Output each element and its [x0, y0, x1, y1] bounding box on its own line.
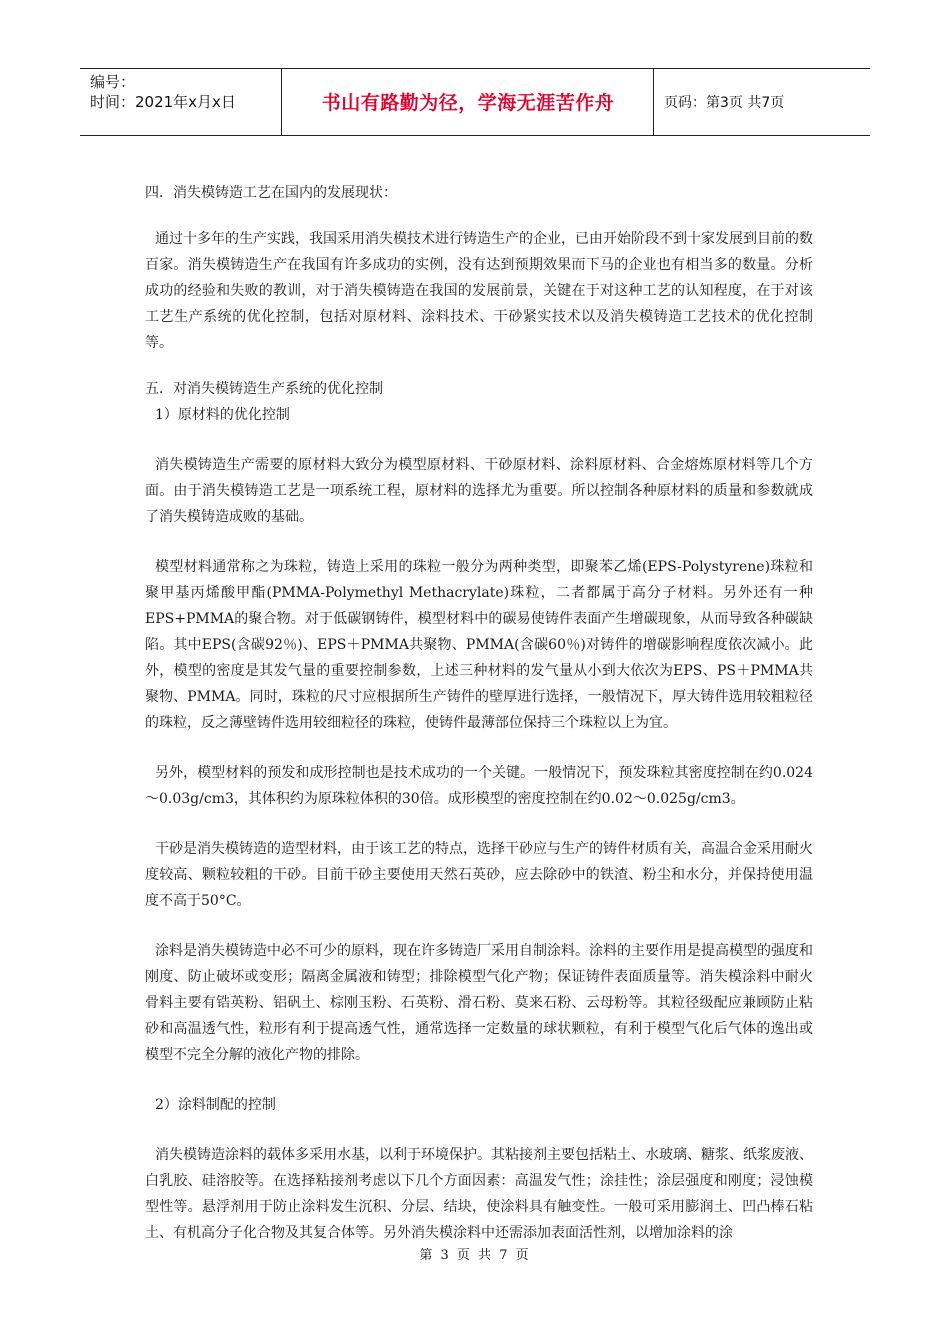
paragraph-dry-sand: 干砂是消失模铸造的造型材料，由于该工艺的特点，选择干砂应与生产的铸件材质有关，高温合金采用耐火度较高、颗粒较粗的干砂。目前干砂主要使用天然石英砂，应去除砂中的铁渣、粉尘和水分，并保持使用温度不高于50°C。 [145, 841, 813, 909]
paragraph-coating: 涂料是消失模铸造中必不可少的原料，现在许多铸造厂采用自制涂料。涂料的主要作用是提高模型的强度和刚度、防止破坏或变形；隔离金属液和铸型；排除模型气化产物；保证铸件表面质量等。消失模涂料中耐火骨料主要有锆英粉、铝矾土、棕刚玉粉、石英粉、滑石粉、莫来石粉、云母粉等。其粒径级配应兼顾防止粘砂和高温透气性，粒形有利于提高透气性，通常选择一定数量的球状颗粒，有利于模型气化后气体的逸出或模型不完全分解的液化产物的排除。 [145, 943, 813, 1063]
document-header [80, 68, 870, 135]
header-motto: 书山有路勤为径，学海无涯苦作舟 [321, 92, 615, 114]
serial-label: 编号： [90, 73, 136, 91]
paragraph-model-materials: 模型材料通常称之为珠粒，铸造上采用的珠粒一般分为两种类型，即聚苯乙烯(EPS-Polystyrene)珠粒和聚甲基丙烯酸甲酯(PMMA-Polymethyl Methacrylate)珠粒，二者都属于高分子材料。另外还有一种EPS+PMMA的聚合物。对于低碳钢铸件，模型材料中的碳易使铸件表面产生增碳现象，从而导致各种碳缺陷。其中EPS(含碳92％)、EPS＋PMMA共聚物、PMMA(含碳60％)对铸件的增碳影响程度依次减小。此外，模型的密度是其发气量的重要控制参数，上述三种材料的发气量从小到大依次为EPS、PS＋PMMA共聚物、PMMA。同时，珠粒的尺寸应根据所生产铸件的壁厚进行选择，一般情况下，厚大铸件选用较粗粒径的珠粒，反之薄壁铸件选用较细粒径的珠粒，使铸件最薄部位保持三个珠粒以上为宜。 [145, 559, 813, 731]
header-meta [90, 72, 236, 112]
header-divider-right [653, 68, 654, 135]
date-label: 时间：2021年x月x日 [90, 93, 236, 111]
subsection-raw-materials-title: 1）原材料的优化控制 [155, 407, 290, 423]
page-footer: 第 3 页 共 7 页 [419, 1248, 531, 1263]
header-page-number: 页码：第3页 共7页 [664, 94, 785, 111]
subsection-coating-prep-title: 2）涂料制配的控制 [155, 1097, 276, 1113]
document-body [145, 180, 813, 1246]
section-4-title: 四．消失模铸造工艺在国内的发展现状： [145, 185, 397, 201]
header-divider-left [281, 68, 282, 135]
paragraph-binder: 消失模铸造涂料的载体多采用水基，以利于环境保护。其粘接剂主要包括粘土、水玻璃、糖浆、纸浆废液、白乳胶、硅溶胶等。在选择粘接剂考虑以下几个方面因素：高温发气性；涂挂性；涂层强度和刚度；浸蚀模型性等。悬浮剂用于防止涂料发生沉积、分层、结块，使涂料具有触变性。一般可采用膨润土、凹凸棒石粘土、有机高分子化合物及其复合体等。另外消失模涂料中还需添加表面活性剂，以增加涂料的涂 [145, 1147, 813, 1241]
paragraph-pre-expansion: 另外，模型材料的预发和成形控制也是技术成功的一个关键。一般情况下，预发珠粒其密度控制在约0.024～0.03g/cm3，其体积约为原珠粒体积的30倍。成形模型的密度控制在约0.02～0.025g/cm3。 [145, 765, 813, 807]
section-5-title: 五．对消失模铸造生产系统的优化控制 [145, 381, 383, 397]
header-bottom-rule [80, 135, 870, 136]
paragraph-raw-materials: 消失模铸造生产需要的原材料大致分为模型原材料、干砂原材料、涂料原材料、合金熔炼原材料等几个方面。由于消失模铸造工艺是一项系统工程，原材料的选择尤为重要。所以控制各种原材料的质量和参数就成了消失模铸造成败的基础。 [145, 457, 813, 525]
section-4-paragraph: 通过十多年的生产实践，我国采用消失模技术进行铸造生产的企业，已由开始阶段不到十家发展到目前的数百家。消失模铸造生产在我国有许多成功的实例，没有达到预期效果而下马的企业也有相当多的数量。分析成功的经验和失败的教训，对于消失模铸造在我国的发展前景，关键在于对这种工艺的认知程度，在于对该工艺生产系统的优化控制，包括对原材料、涂料技术、干砂紧实技术以及消失模铸造工艺技术的优化控制等。 [145, 231, 813, 351]
